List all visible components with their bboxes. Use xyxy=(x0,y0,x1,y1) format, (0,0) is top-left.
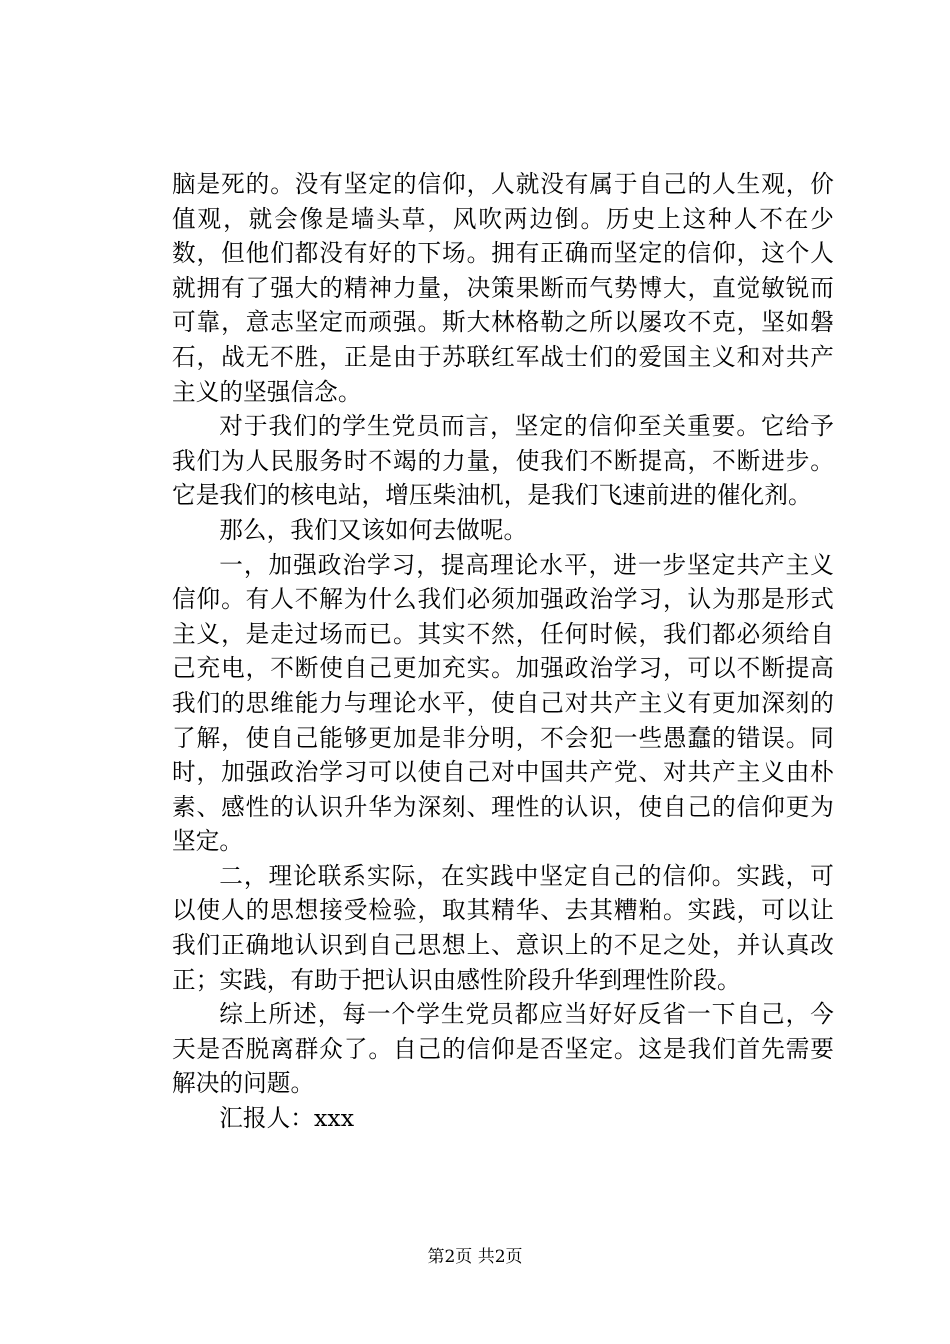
paragraph-reporter: 汇报人：xxx xyxy=(219,1104,355,1133)
paragraph-student-members: 对于我们的学生党员而言，坚定的信仰至关重要。它给予我们为人民服务时不竭的力量，使我们不断提高，不断进步。它是我们的核电站，增压柴油机，是我们飞速前进的催化剂。 xyxy=(172,412,834,510)
paragraph-conclusion: 综上所述，每一个学生党员都应当好好反省一下自己，今天是否脱离群众了。自己的信仰是否坚定。这是我们首先需要解决的问题。 xyxy=(172,1000,834,1098)
paragraph-how-to: 那么，我们又该如何去做呢。 xyxy=(219,515,528,544)
paragraph-point-one: 一，加强政治学习，提高理论水平，进一步坚定共产主义信仰。有人不解为什么我们必须加强政治学习，认为那是形式主义，是走过场而已。其实不然，任何时候，我们都必须给自己充电，不断使自己更加充实。加强政治学习，可以不断提高我们的思维能力与理论水平，使自己对共产主义有更加深刻的了解，使自己能够更加是非分明，不会犯一些愚蠢的错误。同时，加强政治学习可以使自己对中国共产党、对共产主义由朴素、感性的认识升华为深刻、理性的认识，使自己的信仰更为坚定。 xyxy=(172,550,834,856)
paragraph-point-two: 二，理论联系实际，在实践中坚定自己的信仰。实践，可以使人的思想接受检验，取其精华、去其糟粕。实践，可以让我们正确地认识到自己思想上、意识上的不足之处，并认真改正；实践，有助于把认识由感性阶段升华到理性阶段。 xyxy=(172,861,834,994)
page-number-footer: 第2页 共2页 xyxy=(427,1247,523,1267)
paragraph-belief-importance: 脑是死的。没有坚定的信仰，人就没有属于自己的人生观，价值观，就会像是墙头草，风吹两边倒。历史上这种人不在少数，但他们都没有好的下场。拥有正确而坚定的信仰，这个人就拥有了强大的精神力量，决策果断而气势博大，直觉敏锐而可靠，意志坚定而顽强。斯大林格勒之所以屡攻不克，坚如磐石，战无不胜，正是由于苏联红军战士们的爱国主义和对共产主义的坚强信念。 xyxy=(172,170,834,406)
document-body xyxy=(172,167,834,1136)
